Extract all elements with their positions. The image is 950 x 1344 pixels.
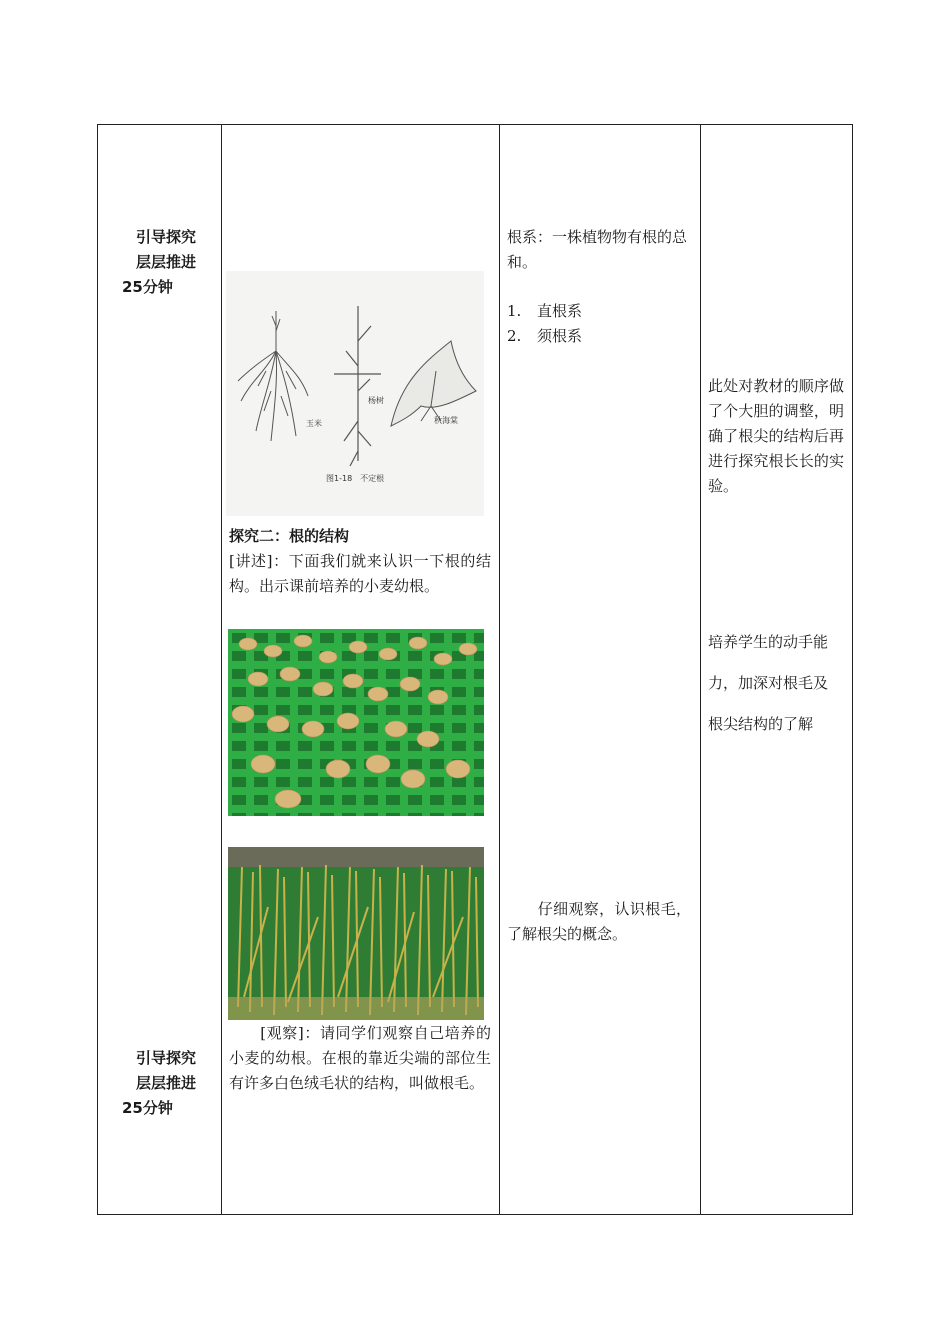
list-item bbox=[507, 324, 687, 349]
stage-line: 引导探究 bbox=[135, 228, 196, 246]
stage-duration: 25分钟 bbox=[122, 1099, 173, 1117]
stage-line: 层层推进 bbox=[135, 1074, 196, 1092]
wheat-seeds-photo bbox=[228, 629, 484, 816]
design-note-1: 此处对教材的顺序做了个大胆的调整，明确了根尖的结构后再进行探究根长长的实验。 bbox=[708, 377, 844, 495]
figure-label: 杨树 bbox=[368, 396, 384, 405]
column-divider bbox=[700, 125, 701, 1214]
stage-duration: 25分钟 bbox=[122, 278, 173, 296]
observe-text: [观察]：请同学们观察自己培养的小麦的幼根。在根的靠近尖端的部位生有许多白色绒毛状的结构，叫做根毛。 bbox=[229, 1024, 491, 1092]
list-number: 1. bbox=[507, 302, 522, 320]
column-divider bbox=[221, 125, 222, 1214]
narration-text: [讲述]：下面我们就来认识一下根的结构。出示课前培养的小麦幼根。 bbox=[229, 552, 491, 595]
stage-line: 引导探究 bbox=[135, 1049, 196, 1067]
stage-label-top bbox=[122, 225, 206, 300]
stage-label-bottom bbox=[122, 1046, 206, 1121]
note-line: 力，加深对根毛及 bbox=[708, 674, 829, 692]
list-text: 直根系 bbox=[537, 302, 583, 320]
column-divider bbox=[499, 125, 500, 1214]
design-note-2 bbox=[708, 622, 848, 745]
figure-caption: 图1-18 不定根 bbox=[326, 474, 385, 483]
figure-label: 秋海棠 bbox=[434, 416, 458, 425]
list-text: 须根系 bbox=[537, 327, 583, 345]
adventitious-root-figure bbox=[226, 271, 484, 516]
note-line: 根尖结构的了解 bbox=[708, 715, 814, 733]
list-number: 2. bbox=[507, 327, 522, 345]
figure-label: 玉米 bbox=[306, 419, 322, 428]
observe-note: 仔细观察，认识根毛，了解根尖的概念。 bbox=[507, 900, 691, 943]
note-line: 培养学生的动手能 bbox=[708, 633, 829, 651]
root-system-definition: 根系：一株植物物有根的总和。 bbox=[507, 228, 688, 271]
wheat-seedlings-photo bbox=[228, 847, 484, 1020]
section-heading: 探究二：根的结构 bbox=[229, 527, 350, 545]
list-item bbox=[507, 299, 687, 324]
root-type-list bbox=[507, 299, 687, 349]
stage-line: 层层推进 bbox=[135, 253, 196, 271]
